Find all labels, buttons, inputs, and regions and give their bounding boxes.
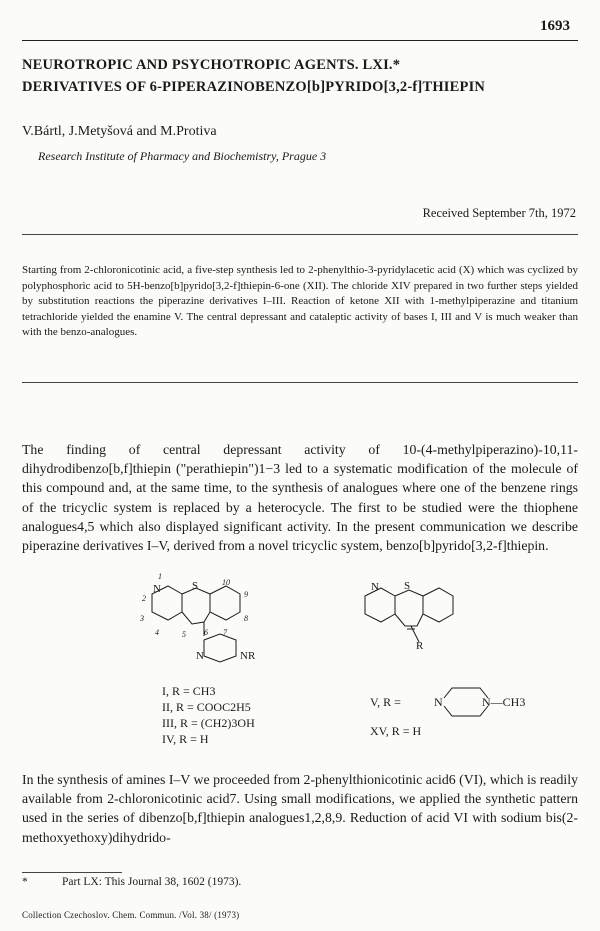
locant-2: 2 <box>142 594 146 603</box>
footnote-text: Part LX: This Journal 38, 1602 (1973). <box>62 876 242 888</box>
received-date: Received September 7th, 1972 <box>422 206 576 220</box>
pyridine-ring <box>365 588 395 622</box>
derivative-V-prefix: V, R = <box>370 695 401 709</box>
benzene-ring <box>210 586 240 620</box>
locant-9: 9 <box>244 590 248 599</box>
structure-right-atom-s: S <box>404 580 411 592</box>
structure-right-atom-n: N <box>371 581 379 593</box>
structure-right-atom-r: R <box>416 640 424 652</box>
abstract: Starting from 2-chloronicotinic acid, a five-step synthesis led to 2-phenylthio-3-pyridylacetic acid (X) which was cyclized by polyphosphoric acid to 5H-benzo[b]pyrido[3,2-f]thiepin-6-one (XII). The chloride XIV prepared in two further steps yielded by substitution reactions the piperazine derivatives I–III. Reaction of ketone XII with 1-methylpiperazine and titanium tetrachloride yielded the enamine V. The central depressant and cataleptic activity of bases I, III and V is much weaker than with the benzo-analogues. <box>22 264 578 339</box>
derivative-IV: IV, R = H <box>162 732 209 746</box>
thiepin-carbon-bridge <box>182 612 210 624</box>
locant-4: 4 <box>155 628 159 637</box>
derivative-XV: XV, R = H <box>370 724 422 738</box>
structure-left-atom-n1: N <box>153 583 161 595</box>
article-title-line2: DERIVATIVES OF 6-PIPERAZINOBENZO[b]PYRIDO[3,2-f]THIEPIN <box>22 79 486 95</box>
derivative-III: III, R = (CH2)3OH <box>162 716 255 730</box>
abstract-bottom-rule <box>22 382 578 383</box>
footnote <box>22 876 241 888</box>
locant-8: 8 <box>244 614 248 623</box>
journal-footer: Collection Czechoslov. Chem. Commun. /Vol. 38/ (1973) <box>22 910 240 920</box>
locant-10: 10 <box>222 578 230 587</box>
derivative-V-piperazine-n4: N—CH3 <box>482 695 526 709</box>
footnote-rule <box>22 872 122 873</box>
derivative-V-piperazine-n1: N <box>434 695 443 709</box>
structure-left-atom-n-pip: N <box>196 650 204 662</box>
locant-3: 3 <box>140 614 144 623</box>
affiliation: Research Institute of Pharmacy and Biochemistry, Prague 3 <box>38 149 327 163</box>
derivative-II: II, R = COOC2H5 <box>162 700 251 714</box>
locant-5: 5 <box>182 630 186 639</box>
authors: V.Bártl, J.Metyšová and M.Protiva <box>22 124 217 139</box>
page-number: 1693 <box>540 18 570 34</box>
benzene-ring <box>423 588 453 622</box>
footnote-mark: * <box>22 876 28 888</box>
locant-7: 7 <box>223 628 227 637</box>
abstract-top-rule <box>22 234 578 235</box>
structure-left-atom-nr: NR <box>240 650 256 662</box>
derivative-I: I, R = CH3 <box>162 684 216 698</box>
header-rule <box>22 40 578 41</box>
locant-6: 6 <box>204 628 208 637</box>
locant-1: 1 <box>158 572 162 581</box>
structure-left-atom-s: S <box>192 580 199 592</box>
body-paragraph-2: In the synthesis of amines I–V we proceeded from 2-phenylthionicotinic acid6 (VI), which is readily available from 2-chloronicotinic acid7. Using small modifications, we applied the synthetic pattern used in the series of dibenzo[b,f]thiepin analogues1,2,8,9. Reduction of acid VI with sodium bis(2-methoxyethoxy)dihydrido- <box>22 772 578 845</box>
article-title-line1: NEUROTROPIC AND PSYCHOTROPIC AGENTS. LXI.* <box>22 57 401 73</box>
body-paragraph-1: The finding of central depressant activity of 10-(4-methylpiperazino)-10,11-dihydrodibenzo[b,f]thiepin ("perathiepin")1−3 led to a systematic modification of the molecule of this compound and, at the same time, to the synthesis of analogues where one of the benzene rings of the tricyclic system is replaced by a heterocycle. The first to be studied were the thiophene analogues4,5 which also displayed significant activity. In the present communication we describe piperazine derivatives I–V, derived from a novel tricyclic system, benzo[b]pyrido[3,2-f]thiepin. <box>22 442 578 554</box>
piperazine-ring <box>204 634 236 662</box>
